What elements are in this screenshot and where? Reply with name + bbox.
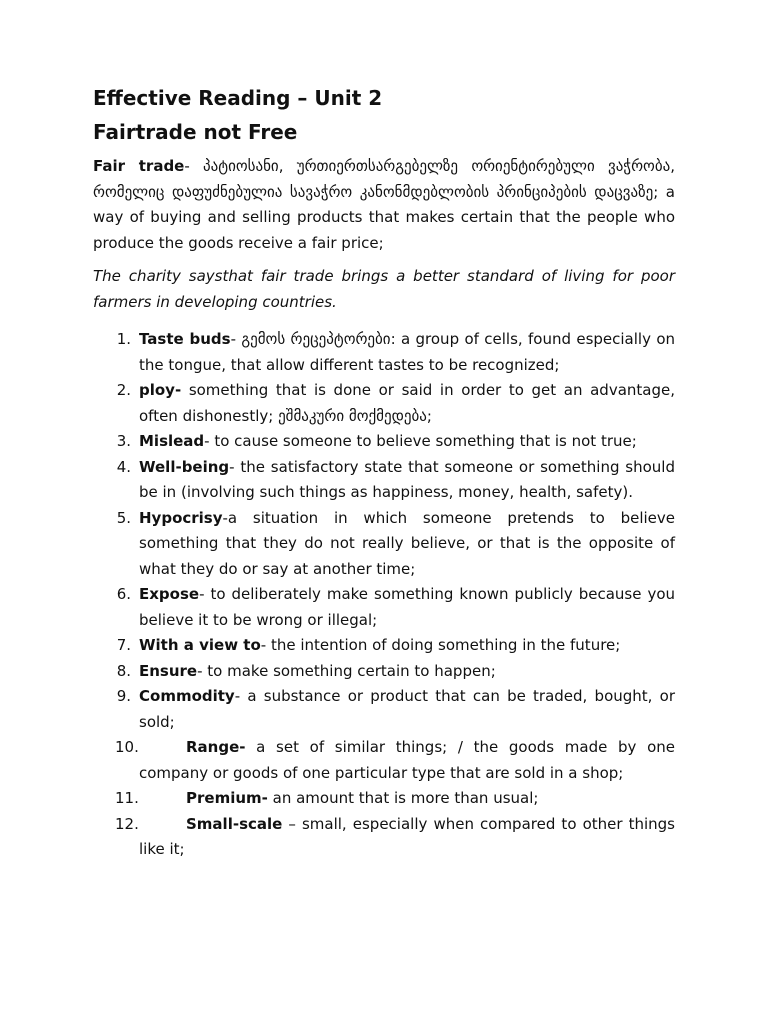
- document-title: Effective Reading – Unit 2: [93, 86, 383, 110]
- vocab-item-well-being: 4. Well-being- the satisfactory state that someone or something should be in (involving such things as happiness, money, health, safety).: [116, 457, 675, 501]
- vocab-item-range: 10. Range- a set of similar things; / the goods made by one company or goods of one particular type that are sold in a shop;: [115, 738, 675, 782]
- vocab-definition: - the intention of doing something in the future;: [260, 636, 621, 654]
- definition-term: Fair trade: [93, 157, 185, 175]
- vocab-definition: -a situation in which someone pretends to believe something that they do not really believe, or that is the opposite of what they do or say at another time;: [139, 508, 675, 578]
- vocab-term: Ensure: [139, 661, 198, 680]
- vocab-definition: - a substance or product that can be traded, bought, or sold;: [139, 687, 675, 731]
- vocab-definition: - to make something certain to happen;: [197, 661, 496, 680]
- vocab-definition: – small, especially when compared to other things like it;: [139, 814, 675, 858]
- vocab-term: Hypocrisy: [139, 508, 223, 527]
- vocab-item-ensure: 8. Ensure- to make something certain to happen;: [116, 661, 496, 680]
- vocab-definition: a set of similar things; / the goods made by one company or goods of one particular type that are sold in a shop;: [139, 738, 675, 782]
- vocab-definition: an amount that is more than usual;: [267, 789, 539, 807]
- vocab-item-expose: 6. Expose- to deliberately make something known publicly because you believe it to be wrong or illegal;: [116, 585, 675, 629]
- vocab-term: Taste buds: [139, 330, 231, 348]
- vocab-term: Mislead: [139, 432, 205, 450]
- vocab-term: Premium-: [186, 789, 268, 807]
- vocab-item-ploy: 2. ploy- something that is done or said in order to get an advantage, often dishonestly; ეშმაკური მოქმედება;: [116, 381, 675, 425]
- vocab-item-small-scale: 12. Small-scale – small, especially when compared to other things like it;: [115, 814, 675, 858]
- fair-trade-definition: [93, 154, 675, 256]
- vocab-term: With a view to: [139, 636, 261, 654]
- document-body: [93, 84, 675, 863]
- vocab-term: Small-scale: [186, 814, 283, 833]
- document-subtitle: Fairtrade not Free: [93, 120, 298, 144]
- charity-quote: The charity saysthat fair trade brings a better standard of living for poor farmers in developing countries.: [93, 267, 675, 311]
- vocab-definition: - to deliberately make something known publicly because you believe it to be wrong or illegal;: [139, 585, 675, 629]
- vocab-item-taste-buds: 1. Taste buds- გემოს რეცეპტორები: a group of cells, found especially on the tongue, that allow different tastes to be recognized;: [116, 330, 676, 374]
- vocab-item-hypocrisy: 5. Hypocrisy-a situation in which someone pretends to believe something that they do not really believe, or that is the opposite of what they do or say at another time;: [116, 508, 675, 578]
- vocab-definition: something that is done or said in order to get an advantage, often dishonestly; ეშმაკური მოქმედება;: [139, 381, 675, 425]
- vocab-term: ploy-: [139, 381, 182, 399]
- vocabulary-list: [93, 327, 675, 863]
- vocab-item-premium: 11. Premium- an amount that is more than usual;: [115, 789, 539, 807]
- vocab-item-commodity: 9. Commodity- a substance or product that can be traded, bought, or sold;: [116, 687, 675, 731]
- vocab-term: Commodity: [139, 687, 235, 705]
- vocab-definition: - to cause someone to believe something that is not true;: [204, 432, 637, 450]
- vocab-term: Expose: [139, 585, 200, 603]
- vocab-item-with-a-view-to: 7. With a view to- the intention of doing something in the future;: [116, 636, 621, 654]
- definition-text: - პატიოსანი, ურთიერთსარგებელზე ორიენტირებული ვაჭრობა, რომელიც დაფუძნებულია სავაჭრო კანონმდებლობის პრინციპების დაცვაზე; a way of buying and selling products that makes certain that the people who produce the goods receive a fair price;: [93, 157, 675, 252]
- vocab-item-mislead: 3. Mislead- to cause someone to believe something that is not true;: [116, 432, 637, 450]
- vocab-definition: - გემოს რეცეპტორები: a group of cells, found especially on the tongue, that allow different tastes to be recognized;: [139, 330, 676, 374]
- vocab-term: Range-: [186, 738, 246, 756]
- vocab-term: Well-being: [139, 457, 230, 476]
- vocab-definition: - the satisfactory state that someone or something should be in (involving such things as happiness, money, health, safety).: [139, 457, 675, 501]
